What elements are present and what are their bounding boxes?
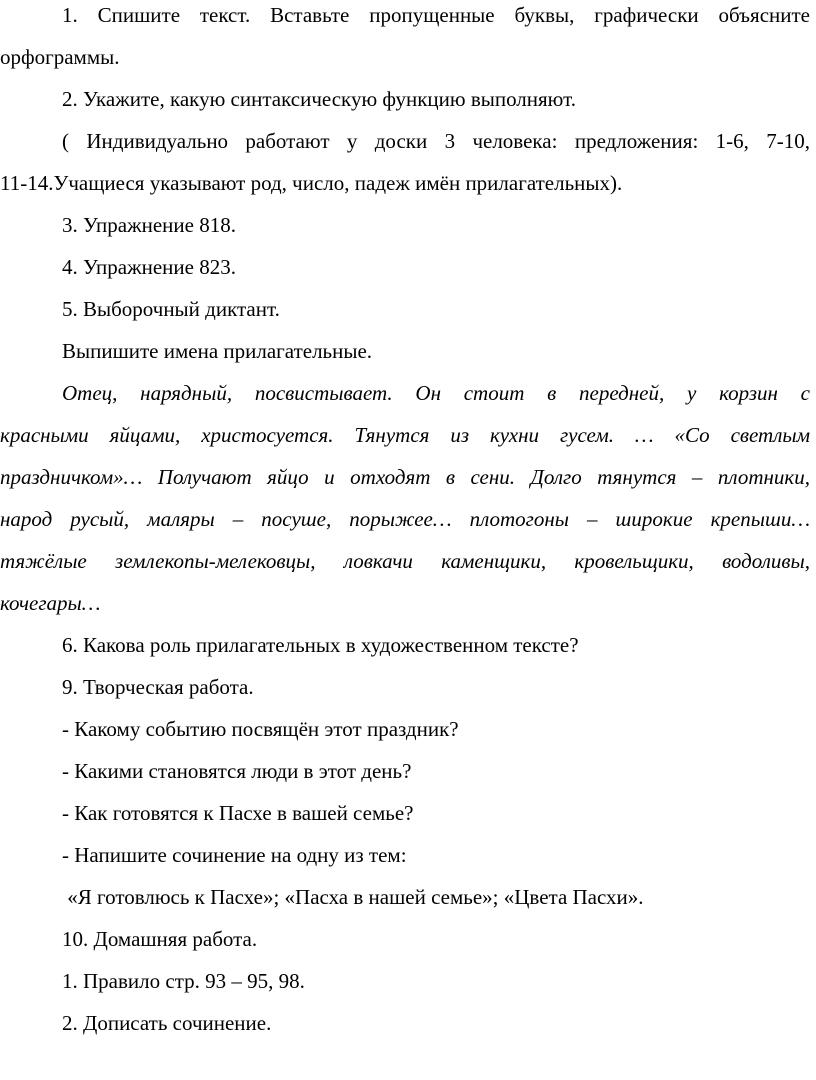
essay-topics: «Я готовлюсь к Пасхе»; «Пасха в нашей семье»; «Цвета Пасхи». <box>62 885 644 909</box>
task-6: 6. Какова роль прилагательных в художественном тексте? <box>62 633 579 657</box>
homework-1: 1. Правило стр. 93 – 95, 98. <box>62 969 305 993</box>
homework-2: 2. Дописать сочинение. <box>62 1011 272 1035</box>
dictation-text-line-6: кочегары… <box>0 591 101 615</box>
dictation-text-line-3: праздничком»… Получают яйцо и отходят в сени. Долго тянутся – плотники, <box>0 465 810 489</box>
question-3: - Как готовятся к Пасхе в вашей семье? <box>62 801 414 825</box>
dictation-text-line-5: тяжёлые землекопы-мелековцы, ловкачи каменщики, кровельщики, водоливы, <box>0 549 810 573</box>
dictation-instruction: Выпишите имена прилагательные. <box>62 339 373 363</box>
task-3: 3. Упражнение 818. <box>62 213 236 237</box>
dictation-text-line-1: Отец, нарядный, посвистывает. Он стоит в передней, у корзин с <box>62 381 810 405</box>
individual-work-line-2: 11-14.Учащиеся указывают род, число, падеж имён прилагательных). <box>0 171 623 195</box>
dictation-text-line-2: красными яйцами, христосуется. Тянутся из кухни гусем. … «Со светлым <box>0 423 810 447</box>
task-1-line-2: орфограммы. <box>0 45 120 69</box>
question-1: - Какому событию посвящён этот праздник? <box>62 717 459 741</box>
task-10: 10. Домашняя работа. <box>62 927 258 951</box>
dictation-text-line-4: народ русый, маляры – посуше, порыжее… плотогоны – широкие крепыши… <box>0 507 810 531</box>
task-1-line-1: 1. Спишите текст. Вставьте пропущенные буквы, графически объясните <box>62 3 810 27</box>
essay-instruction: - Напишите сочинение на одну из тем: <box>62 843 407 867</box>
task-9: 9. Творческая работа. <box>62 675 254 699</box>
question-2: - Какими становятся люди в этот день? <box>62 759 412 783</box>
task-2: 2. Укажите, какую синтаксическую функцию выполняют. <box>62 87 576 111</box>
individual-work-line-1: ( Индивидуально работают у доски 3 человека: предложения: 1-6, 7-10, <box>62 129 810 153</box>
task-4: 4. Упражнение 823. <box>62 255 236 279</box>
task-5: 5. Выборочный диктант. <box>62 297 280 321</box>
